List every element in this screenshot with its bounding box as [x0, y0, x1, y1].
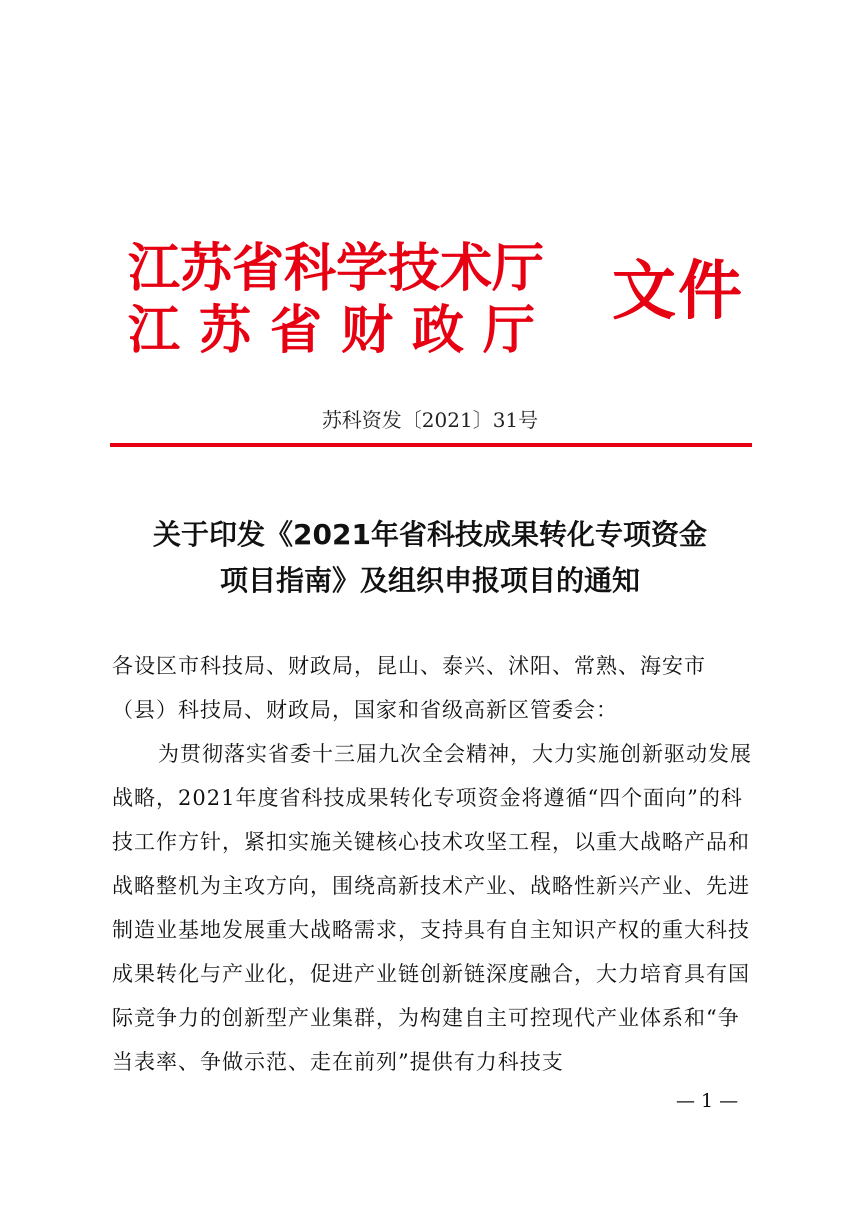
issuer-science-dept: 江苏省科学技术厅 [128, 239, 545, 299]
title-line-1: 关于印发《2021年省科技成果转化专项资金 [153, 518, 707, 551]
title-line-2: 项目指南》及组织申报项目的通知 [219, 564, 640, 597]
page-number: — 1 — [676, 1090, 739, 1112]
document-type-label: 文件 [612, 255, 744, 329]
notice-title [100, 512, 760, 604]
recipients-paragraph: 各设区市科技局、财政局，昆山、泰兴、沭阳、常熟、海安市（县）科技局、财政局，国家和省级高新区管委会： [112, 654, 706, 722]
body-paragraph-1: 为贯彻落实省委十三届九次全会精神，大力实施创新驱动发展战略，2021年度省科技成果转化专项资金将遵循“四个面向”的科技工作方针，紧扣实施关键核心技术攻坚工程，以重大战略产品和战略整机为主攻方向，围绕高新技术产业、战略性新兴产业、先进制造业基地发展重大战略需求，支持具有自主知识产权的重大科技成果转化与产业化，促进产业链创新链深度融合，大力培育具有国际竞争力的创新型产业集群，为构建自主可控现代产业体系和“争当表率、争做示范、走在前列”提供有力科技支 [112, 742, 752, 1074]
notice-body [112, 644, 752, 1084]
issuer-finance-dept: 江苏省财政厅 [128, 301, 555, 361]
issuing-authorities [128, 238, 554, 362]
red-divider-line [110, 443, 752, 447]
document-number: 苏科资发〔2021〕31号 [321, 408, 539, 432]
